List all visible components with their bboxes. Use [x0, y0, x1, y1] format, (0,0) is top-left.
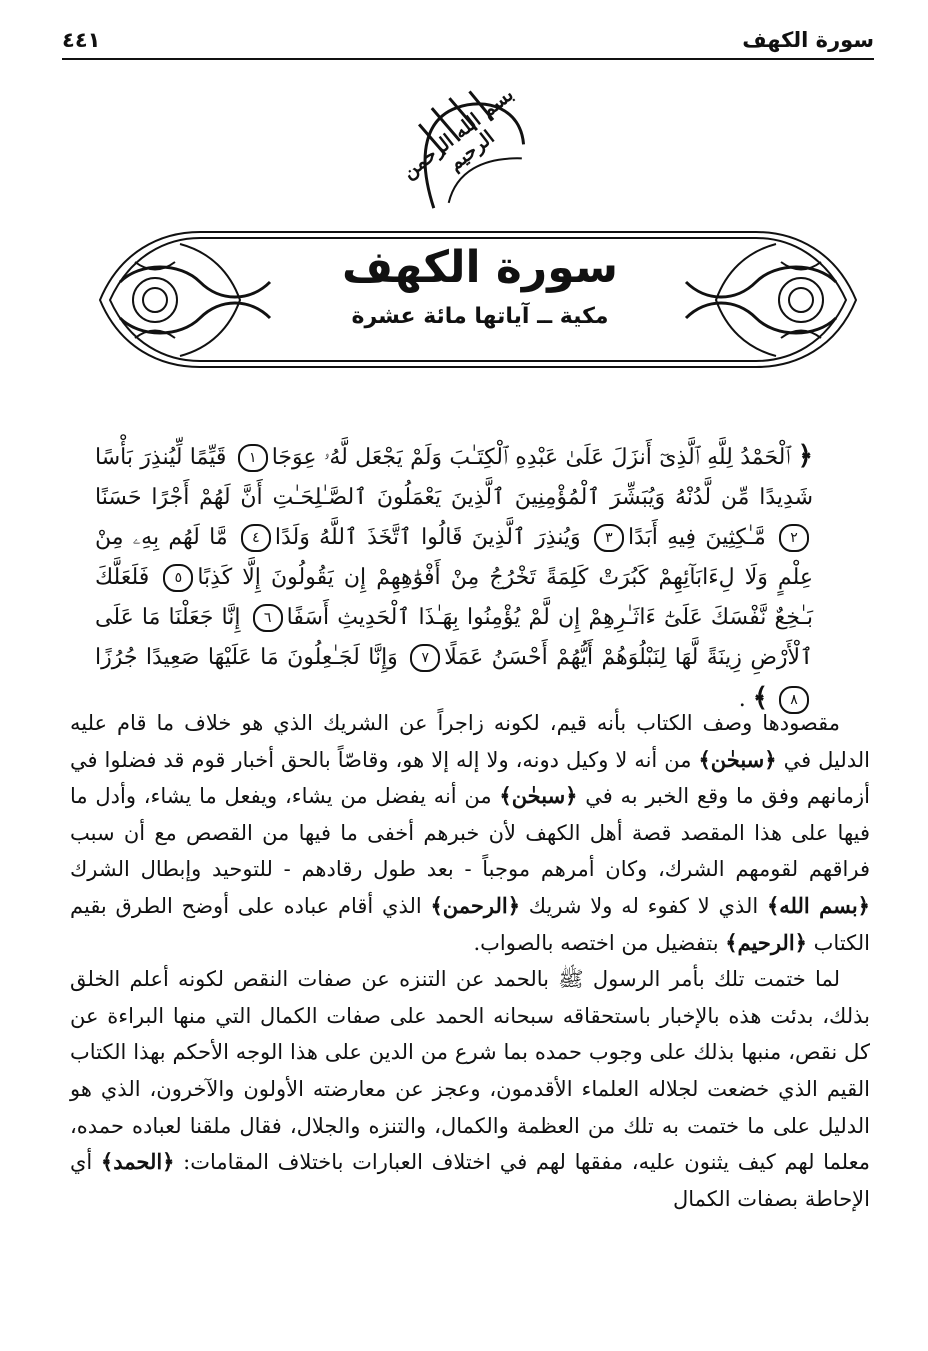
- quoted-term: ﴿سبحٰن﴾: [698, 746, 777, 772]
- text-run: الذي لا كفوء له ولا شريك: [520, 893, 767, 918]
- verse-text: وَيُنذِرَ ٱلَّذِينَ قَالُوا ٱتَّخَذَ ٱللَّهُ وَلَدًا: [274, 525, 581, 550]
- text-run: من أنه يفضل من يشاء، ويفعل ما يشاء، وأدل ما فيها على هذا المقصد قصة أهل الكهف لأن خبرهم أخفى ما فيها من القصص مع أن سبب فراقهم لقومهم الشرك، وكان أمرهم موجباً - بعد طول رقادهم - للتوحيد وإبطال الشرك: [70, 784, 870, 882]
- verse-number-marker: ٧: [410, 644, 440, 672]
- basmala-calligraphy: [360, 41, 571, 244]
- text-run: بتفضيل من اختصه بالصواب.: [473, 930, 726, 955]
- verse-text: مَّا لَهُم بِهِۦ مِنْ عِلْمٍ وَلَا لِءَابَآئِهِمْ كَبُرَتْ كَلِمَةً تَخْرُجُ مِنْ أَفْوَٰهِهِمْ إِن يَقُولُونَ إِلَّا كَذِبًا: [95, 525, 813, 590]
- text-run: أي الإحاطة بصفات الكمال: [70, 1150, 870, 1211]
- quoted-term: ﴿بسم الله﴾: [766, 892, 870, 918]
- surah-title-frame: [80, 222, 876, 377]
- page-number: ٤٤١: [62, 28, 101, 52]
- quoted-term: ﴿الحمد﴾: [100, 1149, 175, 1175]
- verse-text: وَإِنَّا لَجَـٰعِلُونَ مَا عَلَيْهَا صَعِيدًا جُرُزًا: [95, 645, 398, 670]
- verse-number-marker: ٨: [779, 686, 809, 714]
- verse-text: إِنَّا جَعَلْنَا مَا عَلَى ٱلْأَرْضِ زِينَةً لَّهَا لِنَبْلُوَهُمْ أَيُّهُمْ أَحْسَنُ عَمَلًا: [95, 605, 813, 670]
- verse-end-mark: .: [738, 687, 746, 712]
- quoted-term: ﴿الرحمن﴾: [430, 892, 521, 918]
- verse-text: قَيِّمًا لِّيُنذِرَ بَأْسًا شَدِيدًا مِّن لَّدُنْهُ وَيُبَشِّرَ ٱلْمُؤْمِنِينَ ٱلَّذِينَ يَعْمَلُونَ ٱلصَّـٰلِحَـٰتِ أَنَّ لَهُمْ أَجْرًا حَسَنًا: [95, 445, 813, 510]
- running-title: سورة الكهف: [742, 28, 874, 52]
- closing-bracket: ﴾: [752, 683, 768, 713]
- verse-text: مَّـٰكِثِينَ فِيهِ أَبَدًا: [627, 525, 766, 550]
- verse-number-marker: ٦: [253, 604, 283, 632]
- text-run: مقصودها وصف الكتاب بأنه قيم، لكونه زاجراً عن الشريك الذي هو خلاف ما قام عليه الدليل في: [70, 711, 870, 772]
- quran-verses: [95, 436, 813, 720]
- surah-subtitle: مكية ــ آياتها مائة عشرة: [351, 304, 609, 329]
- verse-text: ٱلْحَمْدُ لِلَّهِ ٱلَّذِىٓ أَنزَلَ عَلَىٰ عَبْدِهِ ٱلْكِتَـٰبَ وَلَمْ يَجْعَل لَّهُۥ عِوَجَا: [271, 445, 791, 470]
- commentary-paragraph-2: [70, 961, 870, 1217]
- verse-number-marker: ٣: [594, 524, 624, 552]
- basmala-text: بسم الله الرحمن الرحيم: [398, 83, 518, 184]
- commentary-paragraph-1: [70, 705, 870, 961]
- commentary: [70, 705, 870, 1217]
- verse-number-marker: ٥: [163, 564, 193, 592]
- quoted-term: ﴿الرحيم﴾: [725, 929, 807, 955]
- verse-number-marker: ٤: [241, 524, 271, 552]
- text-run: الذي أقام عباده على أوضح الطرق بقيم الكتاب: [70, 893, 870, 955]
- surah-title: سورة الكهف: [341, 242, 619, 293]
- verse-number-marker: ١: [238, 444, 268, 472]
- text-run: من أنه لا وكيل دونه، ولا إله إلا هو، وقاصّاً بالحق أخبار قوم قد فضلوا في أزمانهم وفق ما وقع الخبر به في: [70, 747, 870, 809]
- verse-number-marker: ٢: [779, 524, 809, 552]
- text-run: لما ختمت تلك بأمر الرسول ﷺ بالحمد عن التنزه عن صفات النقص لكونه أعلم الخلق بذلك، بدئت هذه بالإخبار باستحقاقه سبحانه الحمد على صفات الكمال التي منها البراءة عن كل نقص، منبها بذلك على وجوب حمده بما شرع من الدين على هذا الوجه الأحكم بهذا الكتاب القيم الذي خضعت لجلاله العلماء الأقدمون، وعجز عن معارضته الأولون والآخرون، الذي هو الدليل على ما ختمت به تلك من العظمة والكمال، والتنزه والجلال، فقال ملقنا لعباده حمده، معلما لهم كيف يثنون عليه، مفقها لهم في اختلاف العبارات باختلاف المقامات:: [70, 967, 870, 1175]
- quoted-term: ﴿سبحٰن﴾: [499, 783, 578, 809]
- opening-bracket: ﴿: [797, 441, 813, 471]
- verse-text: فَلَعَلَّكَ بَـٰخِعٌ نَّفْسَكَ عَلَىٰٓ ءَاثَـٰرِهِمْ إِن لَّمْ يُؤْمِنُوا بِهَـٰذَا ٱلْحَدِيثِ أَسَفًا: [95, 565, 813, 630]
- page-header: [62, 22, 874, 60]
